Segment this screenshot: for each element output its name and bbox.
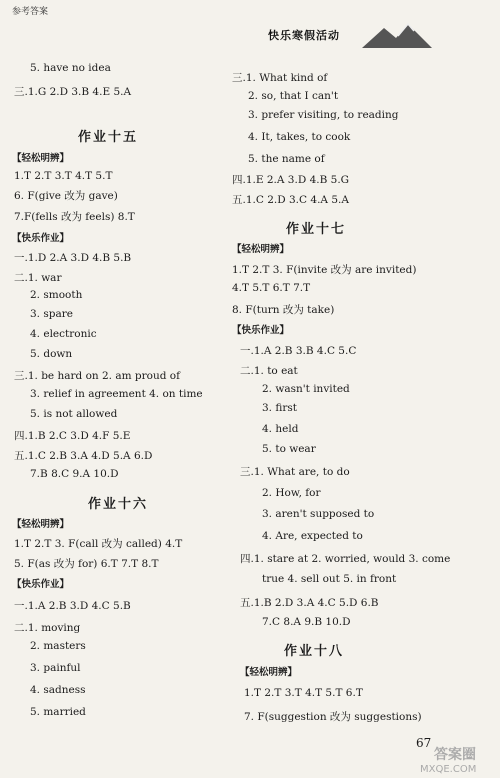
left-answer-line: 一.1.A 2.B 3.D 4.C 5.B [14, 600, 131, 612]
left-answer-line: 7.F(fells 改为 feels) 8.T [14, 211, 135, 223]
left-section-title: 作业十六 [88, 497, 149, 512]
left-answer-line: 1.T 2.T 3. F(call 改为 called) 4.T [14, 538, 183, 550]
left-answer-line: 4. sadness [30, 684, 86, 696]
left-answer-line: 三.1. be hard on 2. am proud of [14, 370, 180, 382]
right-answer-line: 1.T 2.T 3. F(invite 改为 are invited) [232, 264, 417, 276]
left-answer-line: 四.1.B 2.C 3.D 4.F 5.E [14, 430, 131, 442]
right-answer-line: 8. F(turn 改为 take) [232, 304, 335, 316]
mountain-decoration-icon [362, 22, 432, 48]
left-answer-line: 5. have no idea [30, 62, 111, 74]
left-answer-line: 5. F(as 改为 for) 6.T 7.T 8.T [14, 558, 159, 570]
left-answer-line: 7.B 8.C 9.A 10.D [30, 468, 119, 480]
right-answer-line: 3. first [262, 402, 297, 414]
right-answer-line: 2. wasn't invited [262, 383, 350, 395]
right-answer-line: true 4. sell out 5. in front [262, 573, 397, 585]
watermark-logo: 答案圈 [434, 747, 476, 763]
watermark-url: MXQE.COM [420, 764, 477, 775]
right-answer-line: 4. Are, expected to [262, 530, 363, 542]
right-answer-line: 一.1.A 2.B 3.B 4.C 5.C [240, 345, 357, 357]
right-answer-line: 3. prefer visiting, to reading [248, 109, 399, 121]
right-answer-line: 2. How, for [262, 487, 321, 499]
right-answer-line: 五.1.B 2.D 3.A 4.C 5.D 6.B [240, 597, 379, 609]
left-answer-line: 三.1.G 2.D 3.B 4.E 5.A [14, 86, 132, 98]
left-answer-line: 3. spare [30, 308, 73, 320]
right-answer-line: 4.T 5.T 6.T 7.T [232, 282, 311, 294]
right-subsection-label: 【轻松明辨】 [232, 244, 290, 255]
right-answer-line: 四.1.E 2.A 3.D 4.B 5.G [232, 174, 350, 186]
left-section-title: 作业十五 [78, 130, 139, 145]
right-answer-line: 7. F(suggestion 改为 suggestions) [244, 711, 422, 723]
right-answer-line: 二.1. to eat [240, 365, 298, 377]
left-answer-line: 二.1. moving [14, 622, 81, 634]
left-answer-line: 5. down [30, 348, 73, 360]
right-answer-line: 四.1. stare at 2. worried, would 3. come [240, 553, 451, 565]
left-subsection-label: 【轻松明辨】 [12, 519, 70, 530]
right-answer-line: 4. It, takes, to cook [248, 131, 351, 143]
left-subsection-label: 【快乐作业】 [12, 233, 70, 244]
right-answer-line: 2. so, that I can't [248, 90, 339, 102]
right-answer-line: 三.1. What are, to do [240, 466, 350, 478]
left-answer-line: 4. electronic [30, 328, 97, 340]
right-subsection-label: 【快乐作业】 [232, 325, 290, 336]
left-answer-line: 3. relief in agreement 4. on time [30, 388, 203, 400]
right-answer-line: 五.1.C 2.D 3.C 4.A 5.A [232, 194, 349, 206]
left-answer-line: 1.T 2.T 3.T 4.T 5.T [14, 170, 113, 182]
left-answer-line: 五.1.C 2.B 3.A 4.D 5.A 6.D [14, 450, 153, 462]
page-number: 67 [416, 736, 432, 750]
left-answer-line: 二.1. war [14, 272, 62, 284]
left-subsection-label: 【轻松明辨】 [12, 153, 70, 164]
right-answer-line: 5. the name of [248, 153, 325, 165]
right-answer-line: 7.C 8.A 9.B 10.D [262, 616, 351, 628]
right-answer-line: 1.T 2.T 3.T 4.T 5.T 6.T [244, 687, 363, 699]
left-subsection-label: 【快乐作业】 [12, 579, 70, 590]
right-section-title: 作业十七 [286, 222, 347, 237]
right-section-title: 作业十八 [284, 644, 345, 659]
right-answer-line: 三.1. What kind of [232, 72, 328, 84]
right-subsection-label: 【轻松明辨】 [240, 667, 298, 678]
left-answer-line: 2. masters [30, 640, 86, 652]
right-answer-line: 5. to wear [262, 443, 316, 455]
left-answer-line: 一.1.D 2.A 3.D 4.B 5.B [14, 252, 132, 264]
right-answer-line: 3. aren't supposed to [262, 508, 375, 520]
left-answer-line: 5. is not allowed [30, 408, 118, 420]
header-right-title: 快乐寒假活动 [268, 29, 340, 42]
right-answer-line: 4. held [262, 423, 299, 435]
left-answer-line: 6. F(give 改为 gave) [14, 190, 118, 202]
left-answer-line: 2. smooth [30, 289, 83, 301]
left-answer-line: 5. married [30, 706, 86, 718]
left-answer-line: 3. painful [30, 662, 81, 674]
header-left-label: 参考答案 [12, 7, 49, 17]
